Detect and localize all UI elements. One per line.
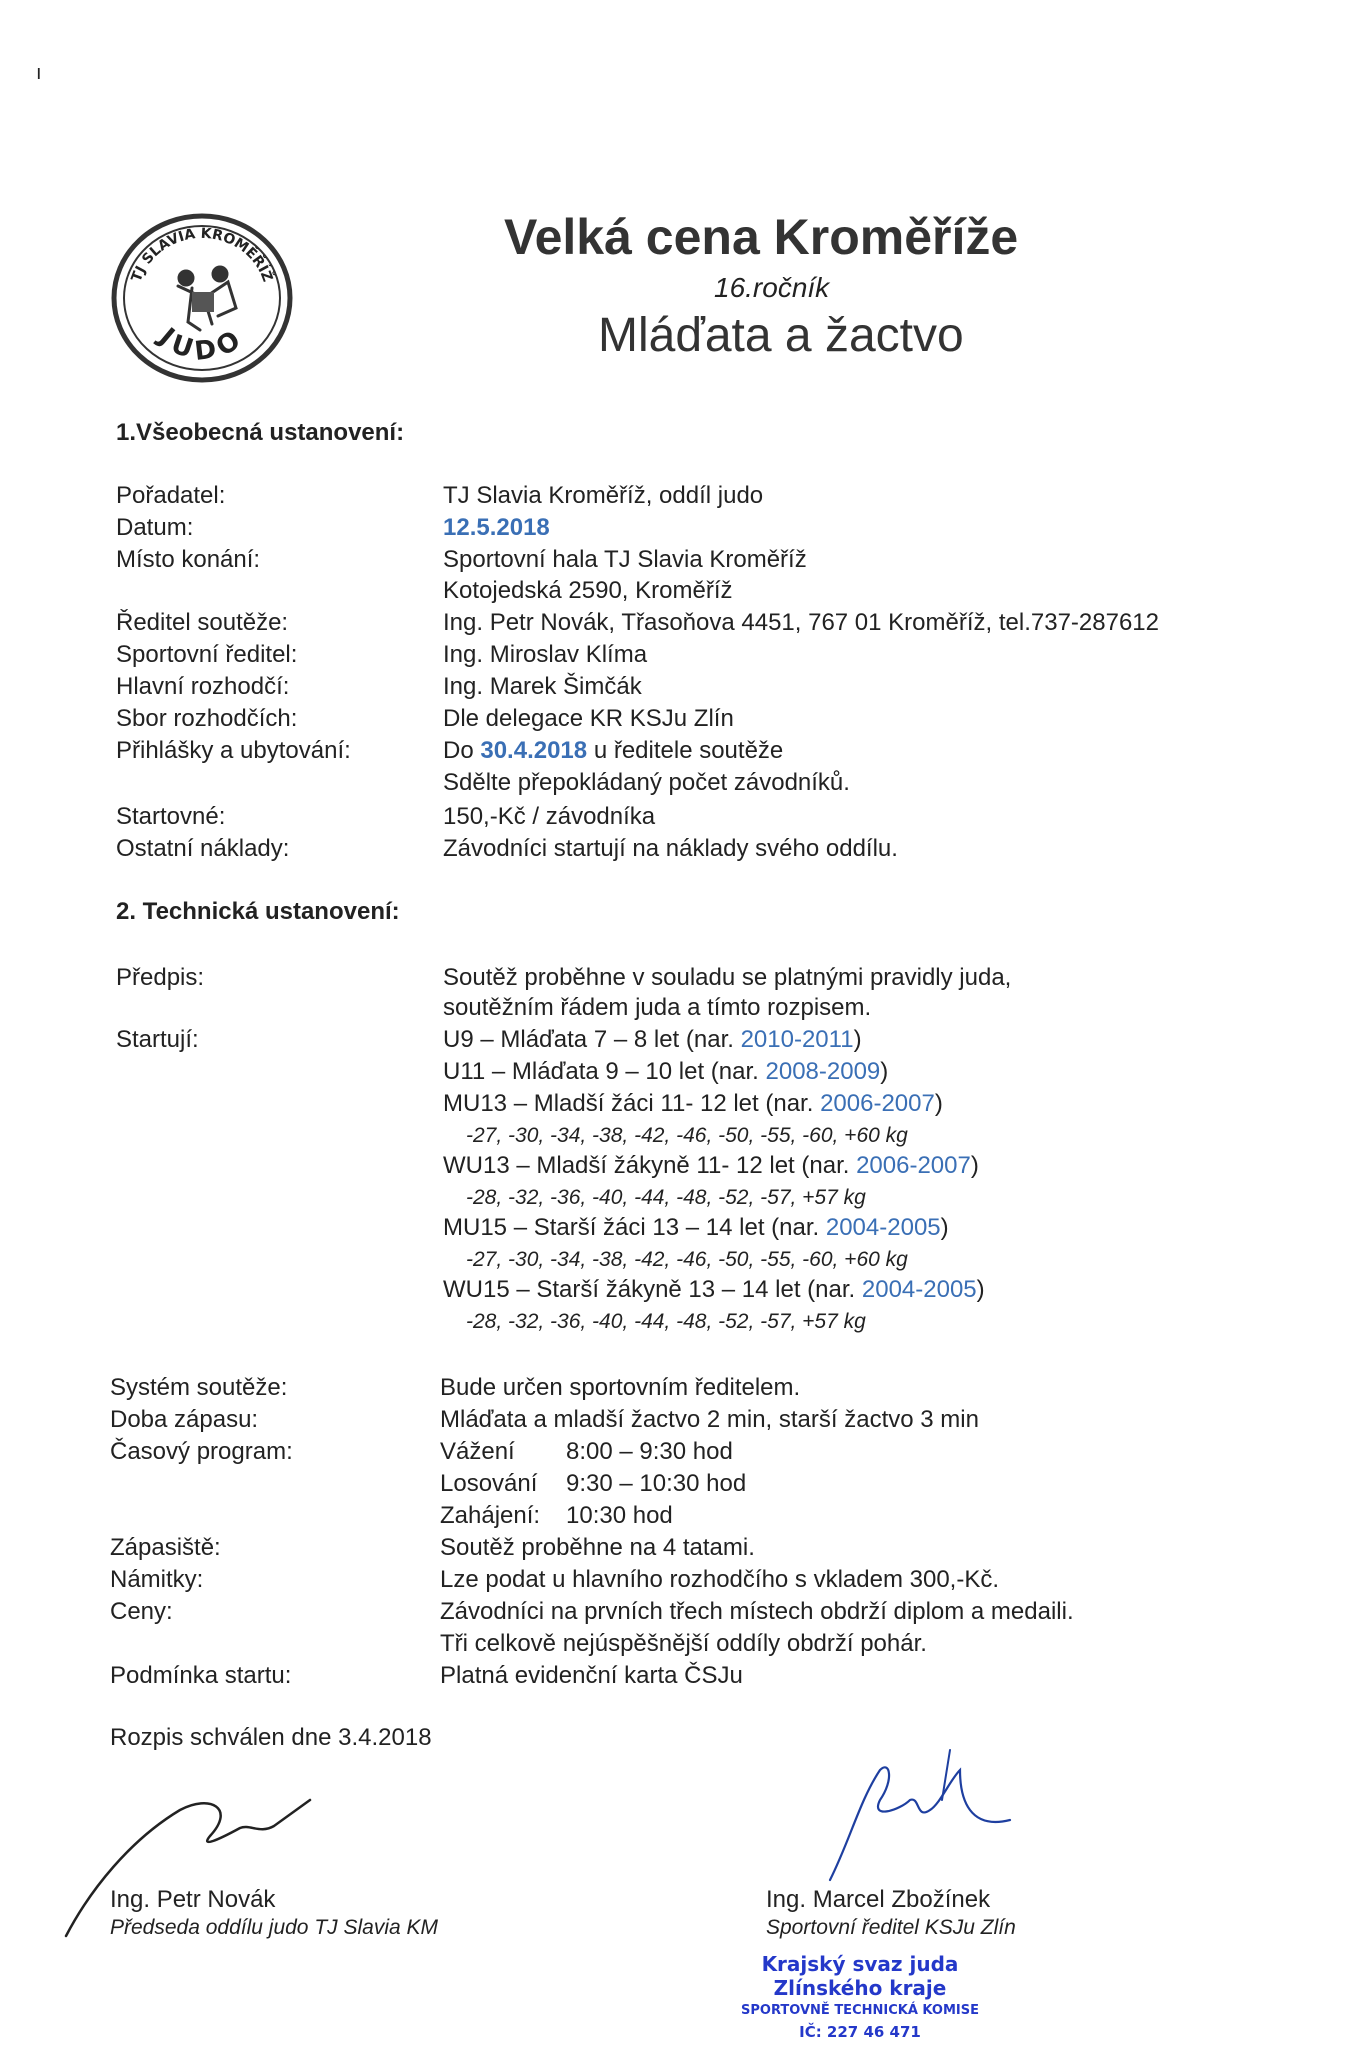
rules-label: Předpis: xyxy=(116,964,205,991)
date-label: Datum: xyxy=(116,514,194,541)
chief-referee-label: Hlavní rozhodčí: xyxy=(116,673,290,700)
duration-label: Doba zápasu: xyxy=(110,1406,259,1433)
referees-label: Sbor rozhodčích: xyxy=(116,705,298,732)
organizer-label: Pořadatel: xyxy=(116,482,226,509)
page-subtitle: Mláďata a žactvo xyxy=(598,309,964,362)
weights-wu13: -28, -32, -36, -40, -44, -48, -52, -57, +57 kg xyxy=(466,1186,866,1209)
weights-mu15: -27, -30, -34, -38, -42, -46, -50, -55, -60, +60 kg xyxy=(466,1248,908,1271)
rules-line2: soutěžním řádem juda a tímto rozpisem. xyxy=(443,994,872,1021)
page-title: Velká cena Kroměříže xyxy=(504,209,1019,265)
prizes-line2: Tři celkově nejúspěšnější oddíly obdrží pohár. xyxy=(440,1630,927,1657)
weights-wu15: -28, -32, -36, -40, -44, -48, -52, -57, +57 kg xyxy=(466,1310,866,1333)
venue-line2: Kotojedská 2590, Kroměříž xyxy=(443,577,733,604)
svg-text:JUDO xyxy=(152,321,251,367)
edition: 16.ročník xyxy=(714,272,830,303)
starting-label: Startují: xyxy=(116,1026,199,1053)
left-signatory-role: Předseda oddílu judo TJ Slavia KM xyxy=(110,1916,439,1939)
fee-value: 150,-Kč / závodníka xyxy=(443,803,656,830)
sport-director-label: Sportovní ředitel: xyxy=(116,641,298,668)
entries-line2: Sdělte přepokládaný počet závodníků. xyxy=(443,769,850,796)
schedule-label: Časový program: xyxy=(110,1438,293,1465)
entries-deadline: 30.4.2018 xyxy=(480,737,588,764)
condition-label: Podmínka startu: xyxy=(110,1662,292,1689)
logo-top-text: TJ SLAVIA KROMĚŘÍŽ xyxy=(128,225,276,285)
chief-referee-value: Ing. Marek Šimčák xyxy=(443,673,642,700)
section-heading-general: 1.Všeobecná ustanovení: xyxy=(116,419,405,446)
category-mu15: MU15 – Starší žáci 13 – 14 let (nar. 2004-2005) xyxy=(443,1214,949,1241)
prizes-line1: Závodníci na prvních třech místech obdrží diplom a medaili. xyxy=(440,1598,1074,1625)
entries-value xyxy=(443,735,783,767)
stamp-line1: Krajský svaz juda xyxy=(761,1952,959,1976)
category-u9: U9 – Mláďata 7 – 8 let (nar. 2010-2011) xyxy=(443,1026,862,1053)
costs-value: Závodníci startují na náklady svého oddílu. xyxy=(443,835,898,862)
entries-suffix: u ředitele soutěže xyxy=(593,737,784,764)
mats-label: Zápasiště: xyxy=(110,1534,221,1561)
category-wu15: WU15 – Starší žákyně 13 – 14 let (nar. 2004-2005) xyxy=(443,1276,985,1303)
costs-label: Ostatní náklady: xyxy=(116,835,290,862)
schedule-time-opening: 10:30 hod xyxy=(566,1502,673,1529)
stamp-line3: SPORTOVNĚ TECHNICKÁ KOMISE xyxy=(741,2003,979,2018)
approval-text: Rozpis schválen dne 3.4.2018 xyxy=(110,1724,432,1751)
director-label: Ředitel soutěže: xyxy=(116,609,289,636)
left-signatory-name: Ing. Petr Novák xyxy=(110,1886,276,1913)
schedule-name-weighing: Vážení xyxy=(440,1438,515,1465)
fee-label: Startovné: xyxy=(116,803,226,830)
director-value: Ing. Petr Novák, Třasoňova 4451, 767 01 Kroměříž, tel.737-287612 xyxy=(443,609,1159,636)
sport-director-value: Ing. Miroslav Klíma xyxy=(443,641,648,668)
mats-value: Soutěž proběhne na 4 tatami. xyxy=(440,1534,755,1561)
duration-value: Mláďata a mladší žactvo 2 min, starší žactvo 3 min xyxy=(440,1406,979,1433)
entries-prefix: Do xyxy=(443,737,474,764)
protests-label: Námitky: xyxy=(110,1566,204,1593)
category-u11: U11 – Mláďata 9 – 10 let (nar. 2008-2009) xyxy=(443,1058,889,1085)
category-wu13: WU13 – Mladší žákyně 11- 12 let (nar. 2006-2007) xyxy=(443,1152,979,1179)
system-value: Bude určen sportovním ředitelem. xyxy=(440,1374,801,1401)
system-label: Systém soutěže: xyxy=(110,1374,288,1401)
prizes-label: Ceny: xyxy=(110,1598,173,1625)
date-value: 12.5.2018 xyxy=(443,514,550,541)
condition-value: Platná evidenční karta ČSJu xyxy=(440,1662,743,1689)
venue-line1: Sportovní hala TJ Slavia Kroměříž xyxy=(443,546,807,573)
referees-value: Dle delegace KR KSJu Zlín xyxy=(443,705,734,732)
judo-club-logo xyxy=(108,212,296,384)
logo-bottom-text: JUDO xyxy=(153,322,251,367)
organizer-value: TJ Slavia Kroměříž, oddíl judo xyxy=(443,482,764,509)
section-heading-technical: 2. Technická ustanovení: xyxy=(116,898,400,925)
schedule-name-draw: Losování xyxy=(440,1470,538,1497)
stray-mark: ı xyxy=(36,62,42,84)
right-signatory-role: Sportovní ředitel KSJu Zlín xyxy=(766,1916,1016,1939)
official-stamp xyxy=(700,1952,1020,2042)
venue-label: Místo konání: xyxy=(116,546,261,573)
entries-label: Přihlášky a ubytování: xyxy=(116,737,351,764)
right-signature xyxy=(810,1740,1030,1890)
schedule-time-weighing: 8:00 – 9:30 hod xyxy=(566,1438,733,1465)
weights-mu13: -27, -30, -34, -38, -42, -46, -50, -55, -60, +60 kg xyxy=(466,1124,908,1147)
schedule-name-opening: Zahájení: xyxy=(440,1502,541,1529)
schedule-time-draw: 9:30 – 10:30 hod xyxy=(566,1470,747,1497)
right-signatory-name: Ing. Marcel Zbožínek xyxy=(766,1886,991,1913)
category-mu13: MU13 – Mladší žáci 11- 12 let (nar. 2006-2007) xyxy=(443,1090,943,1117)
protests-value: Lze podat u hlavního rozhodčího s vkladem 300,-Kč. xyxy=(440,1566,1000,1593)
stamp-line2: Zlínského kraje xyxy=(773,1976,947,2000)
stamp-line4: IČ: 227 46 471 xyxy=(799,2023,921,2041)
rules-line1: Soutěž proběhne v souladu se platnými pravidly juda, xyxy=(443,964,1012,991)
